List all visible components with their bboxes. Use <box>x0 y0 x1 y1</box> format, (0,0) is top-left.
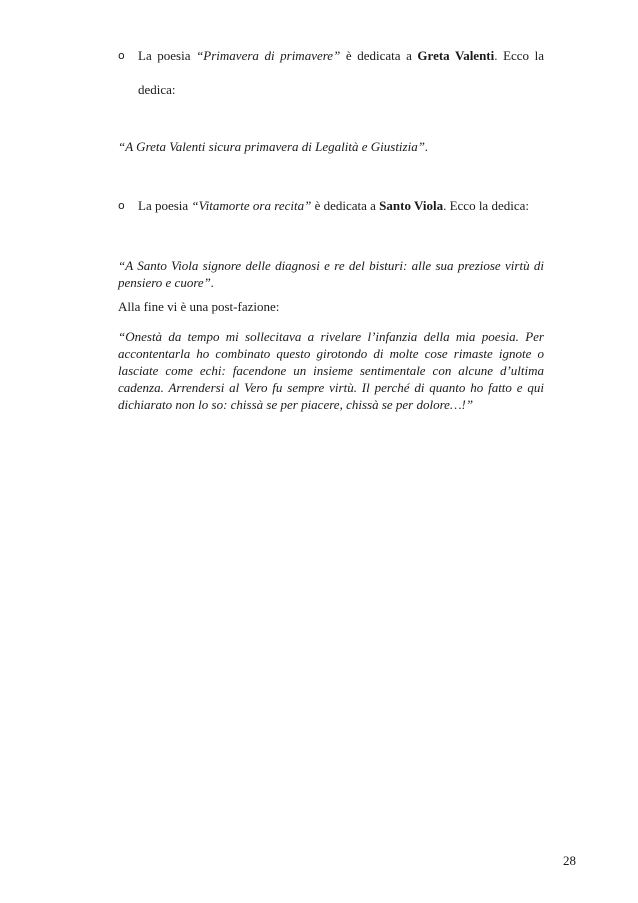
bullet-middle: è dedicata a <box>340 48 418 63</box>
postface-intro: Alla fine vi è una post-fazione: <box>118 299 280 314</box>
bullet-prefix: La poesia <box>138 198 192 213</box>
dedication-quote-1: “A Greta Valenti sicura primavera di Legalità e Giustizia”. <box>118 139 429 154</box>
bullet-continuation: dedica: <box>138 82 176 97</box>
bullet-marker: o <box>118 49 125 62</box>
postface-line: accontentarla ho combinato questo girotondo di molte cose rimaste ignote o <box>118 346 544 361</box>
postface-line: cadenza. Arrendersi al Vero fu sempre virtù. Il perché di quanto ho fatto e qui <box>118 380 544 395</box>
poem-title: “Primavera di primavere” <box>196 48 341 63</box>
postface-quote <box>118 328 544 413</box>
dedication-line: “A Santo Viola signore delle diagnosi e re del bisturi: alle sua preziose virtù di <box>118 258 544 273</box>
bullet-middle: è dedicata a <box>311 198 380 213</box>
dedicatee-name: Santo Viola <box>379 198 444 213</box>
dedicatee-name: Greta Valenti <box>417 48 495 63</box>
dedication-line: pensiero e cuore”. <box>118 275 215 290</box>
poem-title: “Vitamorte ora recita” <box>191 198 312 213</box>
bullet-suffix: . Ecco la <box>494 48 544 63</box>
bullet-item-vitamorte <box>118 198 544 214</box>
postface-line: dichiarato non lo so: chissà se per piacere, chissà se per dolore…!” <box>118 397 474 412</box>
bullet-text <box>138 48 544 64</box>
bullet-text <box>138 198 544 214</box>
bullet-suffix: . Ecco la dedica: <box>443 198 529 213</box>
bullet-item-primavera <box>118 48 544 98</box>
bullet-prefix: La poesia <box>138 48 197 63</box>
page-number: 28 <box>563 853 576 868</box>
postface-line: “Onestà da tempo mi sollecitava a rivelare l’infanzia della mia poesia. Per <box>118 329 544 344</box>
dedication-quote-2 <box>118 257 544 291</box>
bullet-marker: o <box>118 199 125 212</box>
postface-line: lasciate come echi: facendone un insieme sentimentale con alcune d’ultima <box>118 363 544 378</box>
